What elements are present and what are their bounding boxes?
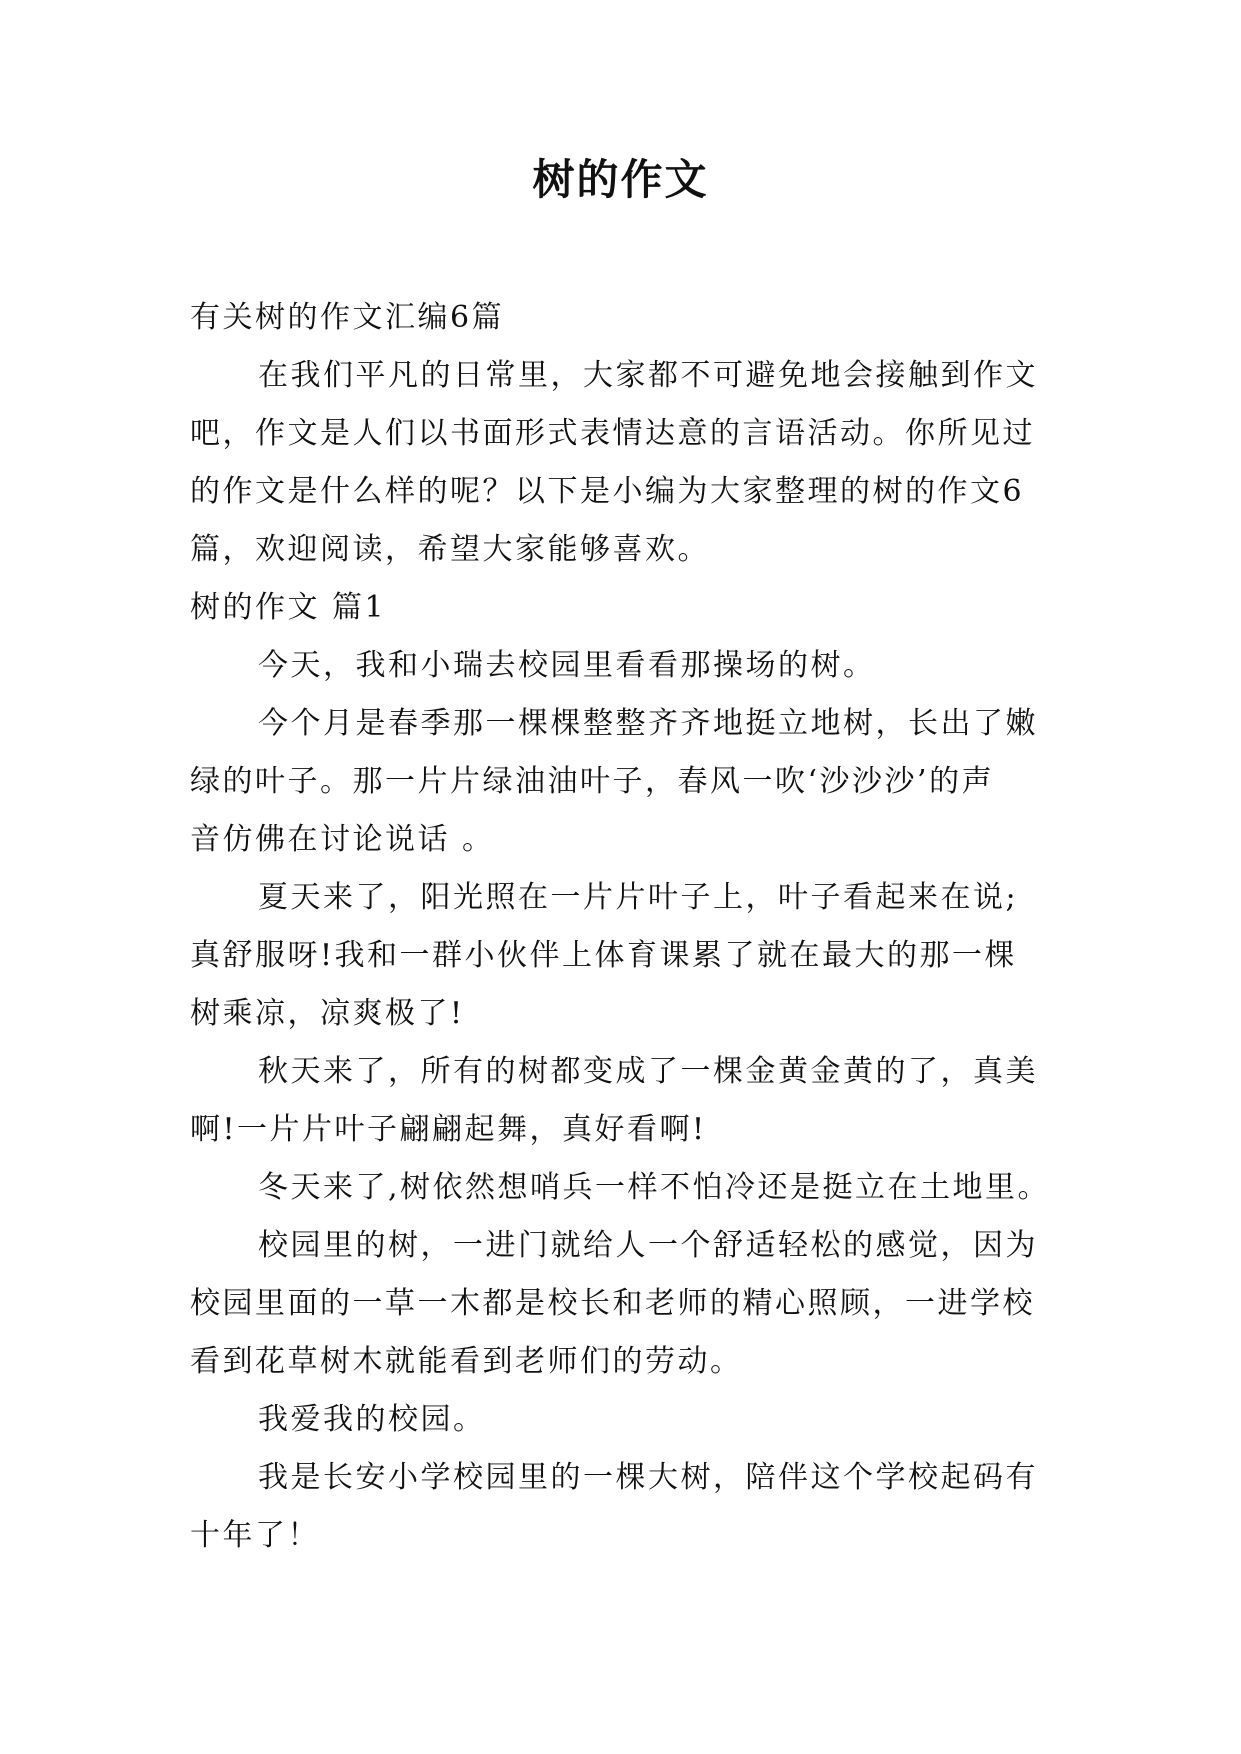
paragraph-line: 我爱我的校园。	[258, 1402, 486, 1437]
paragraph-line: 吧，作文是人们以书面形式表情达意的言语活动。你所见过	[190, 416, 1035, 451]
document-body	[190, 289, 1060, 1565]
paragraph-line: 在我们平凡的日常里，大家都不可避免地会接触到作文	[258, 358, 1038, 393]
paragraph-line: 绿的叶子。那一片片绿油油叶子，春风一吹‘沙沙沙’的声	[190, 764, 995, 799]
paragraph-line: 树乘凉，凉爽极了!	[190, 996, 465, 1031]
paragraph-line: 夏天来了，阳光照在一片片叶子上，叶子看起来在说;	[258, 880, 1019, 915]
paragraph-line: 啊!一片片叶子翩翩起舞，真好看啊!	[190, 1112, 707, 1147]
section-heading: 树的作文 篇1	[190, 590, 387, 625]
document-title: 树的作文	[532, 155, 709, 204]
paragraph-line: 校园里的树，一进门就给人一个舒适轻松的感觉，因为	[258, 1228, 1038, 1263]
paragraph-line: 音仿佛在讨论说话 。	[190, 822, 495, 857]
paragraph-line: 真舒服呀!我和一群小伙伴上体育课累了就在最大的那一棵	[190, 938, 1018, 973]
subtitle-line: 有关树的作文汇编6篇	[190, 300, 505, 335]
paragraph-line: 十年了！	[190, 1518, 320, 1553]
paragraph-line: 今个月是春季那一棵棵整整齐齐地挺立地树，长出了嫩	[258, 706, 1038, 741]
paragraph-line: 冬天来了,树依然想哨兵一样不怕冷还是挺立在土地里。	[258, 1170, 1051, 1205]
paragraph-line: 的作文是什么样的呢？以下是小编为大家整理的树的作文6	[190, 474, 1025, 509]
paragraph-line: 看到花草树木就能看到老师们的劳动。	[190, 1344, 743, 1379]
paragraph-line: 校园里面的一草一木都是校长和老师的精心照顾，一进学校	[190, 1286, 1035, 1321]
paragraph-line: 今天，我和小瑞去校园里看看那操场的树。	[258, 648, 876, 683]
paragraph-line: 我是长安小学校园里的一棵大树，陪伴这个学校起码有	[258, 1460, 1038, 1495]
paragraph-line: 篇，欢迎阅读，希望大家能够喜欢。	[190, 532, 710, 567]
paragraph-line: 秋天来了，所有的树都变成了一棵金黄金黄的了，真美	[258, 1054, 1038, 1089]
